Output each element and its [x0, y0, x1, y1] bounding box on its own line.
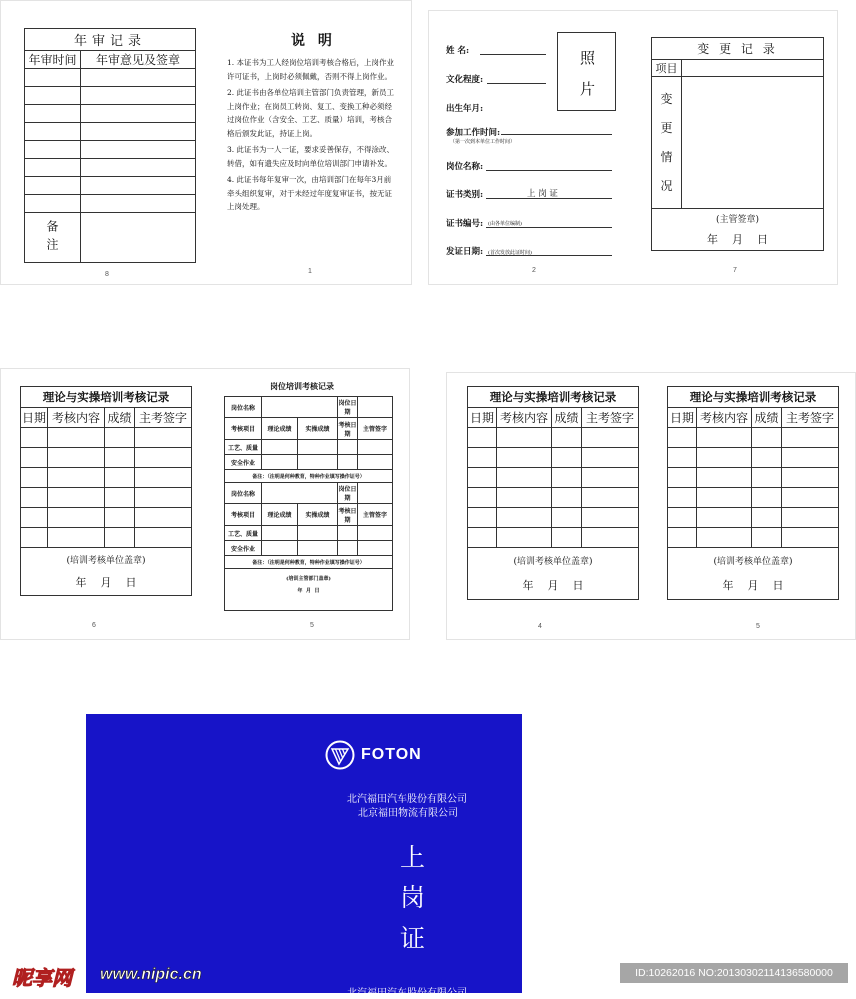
training-seal: (培训考核单位盖章): [66, 555, 146, 566]
change-record-table: [651, 37, 824, 251]
page-number: 8: [105, 271, 109, 278]
change-date: 年 月 日: [707, 232, 768, 246]
cert-type-label: 证书类别:: [446, 190, 484, 200]
annual-review-table: [24, 28, 196, 263]
watermark-logo: 昵享网: [12, 968, 72, 990]
change-record-title: 变 更 记 录: [652, 38, 824, 60]
col-sign: 主考签字: [135, 408, 192, 428]
birth-label: 出生年月:: [446, 104, 484, 114]
foton-logo-icon: [325, 740, 355, 770]
watermark-id: ID:10262016 NO:20130302114136580000: [620, 963, 848, 983]
col-date: 日期: [21, 408, 48, 428]
watermark-url: www.nipic.cn: [100, 966, 202, 983]
note-item: 3. 此证书为一人一证，要求妥善保存，不得涂改、转借，如有遗失应及时向单位培训部门申请补发。: [227, 145, 395, 168]
issue-date-note: (首次发放此证时间): [488, 250, 532, 256]
page-number: 6: [92, 622, 96, 629]
post-form-title: 岗位培训考核记录: [270, 381, 334, 391]
training-record-table: 理论与实操培训考核记录 日期 考核内容 成绩 主考签字 (培训考核单位盖章) 年 月 日: [667, 386, 839, 600]
note-item: 2. 此证书由各单位培训主管部门负责管理，新员工上岗作业；在岗员工转岗、复工、变换工种必须经过岗位作业（含安全、工艺、质量）培训，考核合格后颁发此证，持证上岗。: [227, 88, 395, 138]
page-number: 2: [532, 267, 536, 274]
post-name-cell: 岗位名称: [225, 397, 262, 418]
cover-title-char: 证: [400, 924, 426, 953]
col-score: 成绩: [105, 408, 135, 428]
col-review-time: 年审时间: [25, 51, 81, 69]
page-number: 7: [733, 267, 737, 274]
sheet-annual-review: [0, 0, 412, 285]
remarks-label: 备注: [25, 213, 81, 263]
supervisor-seal: (主管签章): [715, 214, 760, 225]
change-detail-label: 变 更 情 况: [652, 77, 682, 209]
note-item: 4. 此证书每年复审一次，由培训部门在每年3月前牵头组织复审，对于未经过年度复审证书，按无证上岗处理。: [227, 175, 392, 211]
annual-review-title: 年审记录: [25, 29, 196, 51]
form-remark: 备注：（注明是何种教育，特种作业填写操作证号）: [225, 470, 393, 483]
post-name-label: 岗位名称:: [446, 162, 484, 172]
col-review-opinion: 年审意见及签章: [81, 51, 196, 69]
education-label: 文化程度:: [446, 75, 484, 85]
note-item: 1. 本证书为工人经岗位培训考核合格后，上岗作业许可证书，上岗时必须佩戴，否则不得上岗作业。: [227, 58, 395, 81]
cert-no-label: 证书编号:: [446, 219, 484, 229]
change-item-label: 项目: [652, 60, 682, 77]
explain-title: 说 明: [291, 33, 336, 49]
company-name-bottom: 北汽福田汽车股份有限公司: [347, 988, 467, 999]
issue-date-label: 发证日期:: [446, 247, 484, 257]
company-name-2: 北京福田物流有限公司: [358, 808, 458, 819]
photo-char: 片: [580, 80, 596, 98]
page-number: 4: [538, 623, 542, 630]
brand-name: FOTON: [361, 746, 422, 763]
form-date: 年 月 日: [297, 588, 320, 594]
cover-title-char: 上: [400, 843, 426, 872]
join-work-note: （第一次到本单位工作时间）: [450, 139, 516, 145]
post-date-cell: 岗位日期: [338, 397, 358, 418]
page-number: 5: [310, 622, 314, 629]
post-training-form: 岗位名称 岗位日期 考核项目 理论成绩 实操成绩 考核日期 主管签字 工艺、质量 安全作业 备注：（注明是何种教育，特种作业填写操作证号） 岗位名称 岗位日期 考核项目 理论成绩 实操成绩 考核日期 主管签字 工艺、质量 安全作业 备注：（注明是何种教育，特种作业填写操作证号） (培训主管部门盖章) 年 月 日: [224, 396, 393, 611]
training-date: 年 月 日: [75, 575, 137, 589]
photo-box: [557, 32, 616, 111]
company-name-1: 北汽福田汽车股份有限公司: [347, 794, 467, 805]
explain-notes: [227, 56, 395, 217]
photo-char: 照: [580, 49, 596, 67]
page-number: 1: [308, 268, 312, 275]
training-record-table: 理论与实操培训考核记录 日期 考核内容 成绩 主考签字 (培训考核单位盖章) 年 月 日: [467, 386, 639, 600]
training-record-table: [20, 386, 192, 596]
join-work-label: 参加工作时间:: [446, 128, 501, 138]
dept-seal: (培训主管部门盖章): [286, 576, 331, 582]
cert-no-note: (由各单位编制): [488, 221, 522, 227]
cover-page: [86, 714, 522, 999]
cert-type-value: 上 岗 证: [527, 189, 558, 199]
col-content: 考核内容: [48, 408, 105, 428]
name-label: 姓 名:: [446, 46, 470, 56]
training-title: 理论与实操培训考核记录: [21, 387, 192, 408]
cover-title-char: 岗: [400, 883, 426, 912]
page-number: 5: [756, 623, 760, 630]
